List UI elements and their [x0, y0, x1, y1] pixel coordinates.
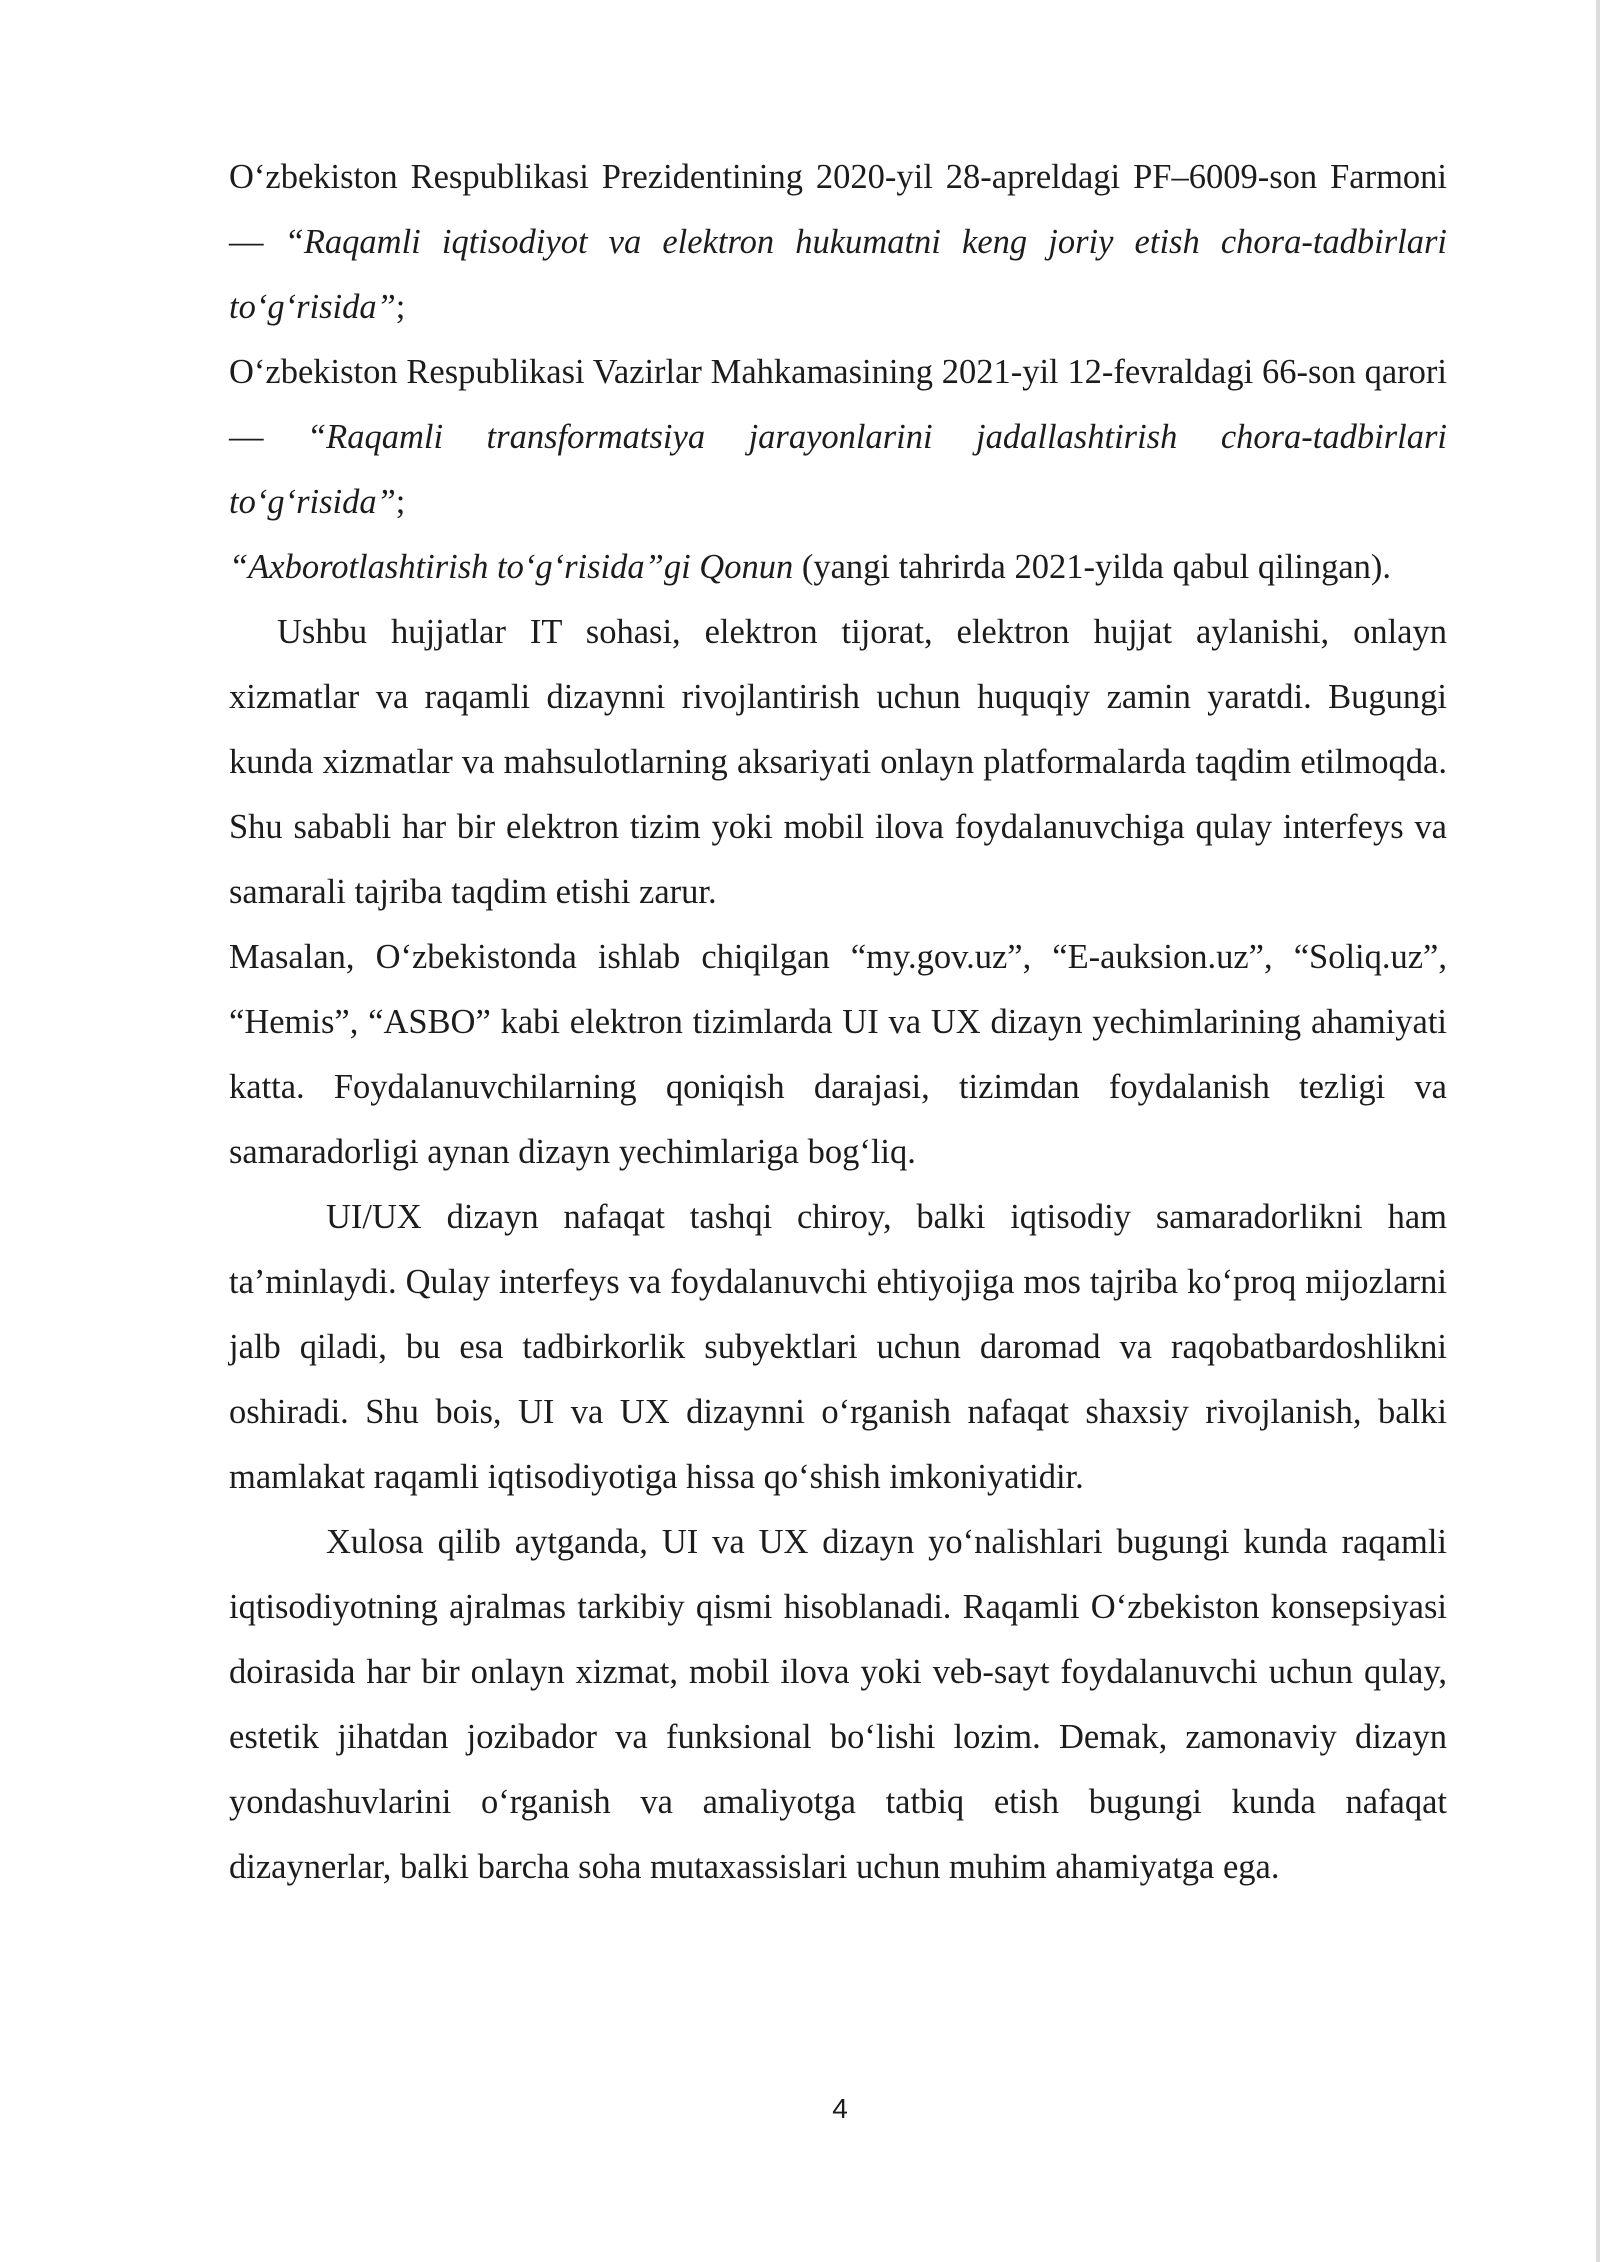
legal-act-intro: O‘zbekiston Respublikasi Prezidentining 2020-yil 28-apreldagi PF–6009-son Farmoni —: [229, 158, 1447, 261]
legal-act-intro: O‘zbekiston Respublikasi Vazirlar Mahkamasining 2021-yil 12-fevraldagi 66-son qarori —: [229, 353, 1447, 456]
legal-act-end: (yangi tahrirda 2021-yilda qabul qilingan).: [793, 548, 1392, 586]
legal-act-item: [229, 535, 1447, 600]
legal-act-title: “Axborotlashtirish to‘g‘risida”gi Qonun: [229, 548, 794, 586]
legal-act-end: ;: [395, 483, 406, 521]
paragraph: Xulosa qilib aytganda, UI va UX dizayn yo‘nalishlari bugungi kunda raqamli iqtisodiyotning ajralmas tarkibiy qismi hisoblanadi. Raqamli O‘zbekiston konsepsiyasi doirasida har bir onlayn xizmat, mobil ilova yoki veb-sayt foydalanuvchi uchun qulay, estetik jihatdan jozibador va funksional bo‘lishi lozim. Demak, zamonaviy dizayn yondashuvlarini o‘rganish va amaliyotga tatbiq etish bugungi kunda nafaqat dizaynerlar, balki barcha soha mutaxassislari uchun muhim ahamiyatga ega.: [229, 1523, 1447, 1886]
document-body: [229, 145, 1447, 1900]
page-number: 4: [832, 2093, 848, 2124]
legal-act-title: “Raqamli transformatsiya jarayonlarini jadallashtirish chora-tadbirlari to‘g‘risida”: [229, 418, 1447, 521]
page-edge-shadow: [1596, 0, 1600, 2262]
paragraph: Ushbu hujjatlar IT sohasi, elektron tijorat, elektron hujjat aylanishi, onlayn xizmatlar va raqamli dizaynni rivojlantirish uchun huquqiy zamin yaratdi. Bugungi kunda xizmatlar va mahsulotlarning aksariyati onlayn platformalarda taqdim etilmoqda. Shu sababli har bir elektron tizim yoki mobil ilova foydalanuvchiga qulay interfeys va samarali tajriba taqdim etishi zarur.: [229, 613, 1447, 911]
legal-act-end: ;: [395, 288, 406, 326]
legal-act-item: [229, 145, 1447, 340]
paragraph: Masalan, O‘zbekistonda ishlab chiqilgan “my.gov.uz”, “E-auksion.uz”, “Soliq.uz”, “Hemis”, “ASBO” kabi elektron tizimlarda UI va UX dizayn yechimlarining ahamiyati katta. Foydalanuvchilarning qoniqish darajasi, tizimdan foydalanish tezligi va samaradorligi aynan dizayn yechimlariga bog‘liq.: [229, 938, 1447, 1171]
legal-act-title: “Raqamli iqtisodiyot va elektron hukumatni keng joriy etish chora-tadbirlari to‘g‘risida”: [229, 223, 1448, 326]
paragraph: UI/UX dizayn nafaqat tashqi chiroy, balki iqtisodiy samaradorlikni ham ta’minlaydi. Qulay interfeys va foydalanuvchi ehtiyojiga mos tajriba ko‘proq mijozlarni jalb qiladi, bu esa tadbirkorlik subyektlari uchun daromad va raqobatbardoshlikni oshiradi. Shu bois, UI va UX dizaynni o‘rganish nafaqat shaxsiy rivojlanish, balki mamlakat raqamli iqtisodiyotiga hissa qo‘shish imkoniyatidir.: [229, 1198, 1447, 1496]
legal-act-item: [229, 340, 1447, 535]
